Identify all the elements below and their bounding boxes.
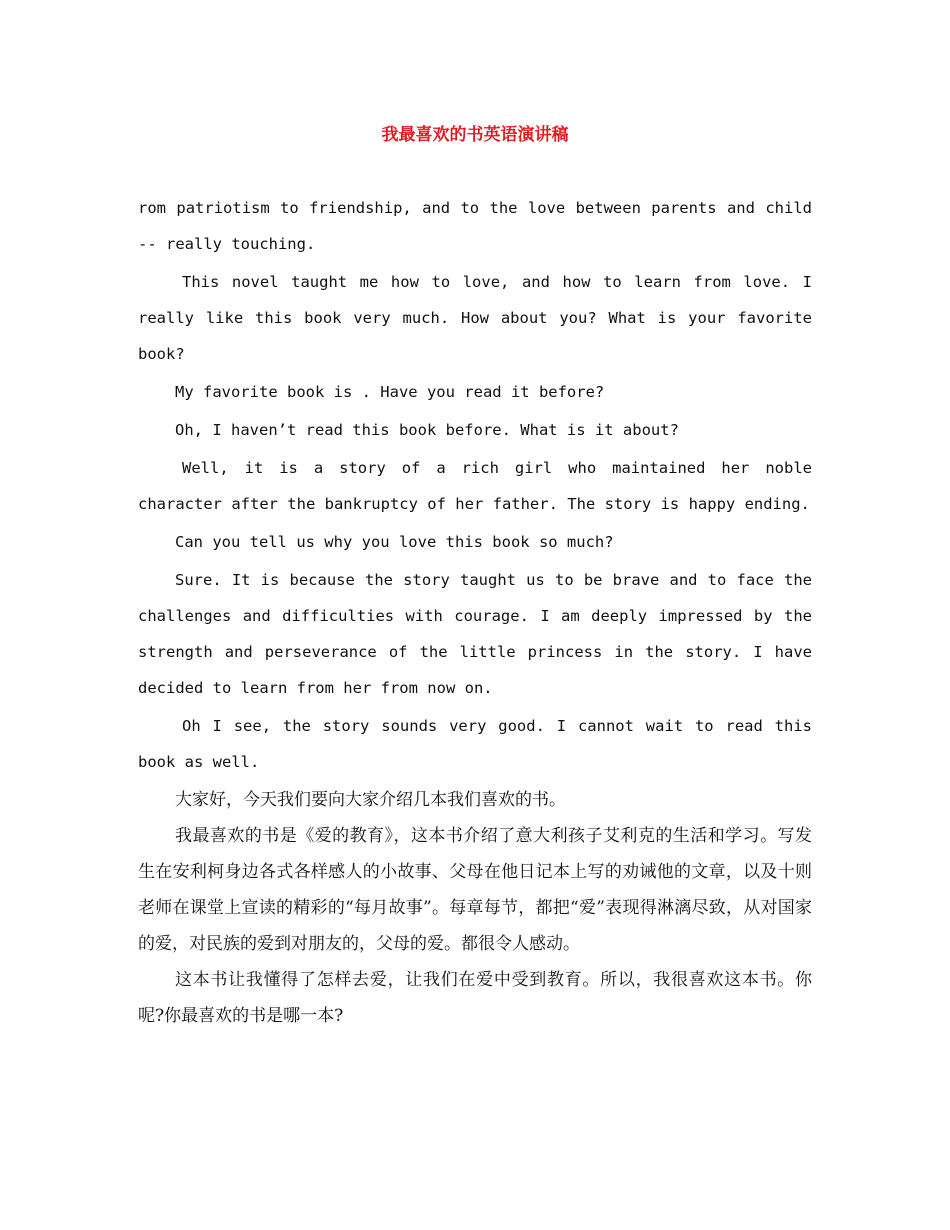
paragraph-2: This novel taught me how to love, and how to learn from love. I really like this book very much. How about you? What is your favorite book? <box>138 273 812 363</box>
paragraph-7: Sure. It is because the story taught us to be brave and to face the challenges and difficulties with courage. I am deeply impressed by the strength and perseverance of the little princess in the story. I have decided to learn from her from now on. <box>138 571 812 697</box>
document-body <box>138 190 812 1034</box>
paragraph-10-chinese: 我最喜欢的书是《爱的教育》，这本书介绍了意大利孩子艾利克的生活和学习。写发生在安利柯身边各式各样感人的小故事、父母在他日记本上写的劝诫他的文章，以及十则老师在课堂上宣读的精彩的“每月故事”。每章每节，都把“爱”表现得淋漓尽致，从对国家的爱，对民族的爱到对朋友的，父母的爱。都很令人感动。 <box>138 826 812 954</box>
paragraph-5: Well, it is a story of a rich girl who maintained her noble character after the bankruptcy of her father. The story is happy ending. <box>138 459 812 513</box>
paragraph-1: rom patriotism to friendship, and to the love between parents and child -- really touching. <box>138 199 812 253</box>
paragraph-8: Oh I see, the story sounds very good. I cannot wait to read this book as well. <box>138 717 812 771</box>
paragraph-9-chinese: 大家好，今天我们要向大家介绍几本我们喜欢的书。 <box>175 790 566 810</box>
paragraph-11-chinese: 这本书让我懂得了怎样去爱，让我们在爱中受到教育。所以，我很喜欢这本书。你呢?你最喜欢的书是哪一本? <box>138 970 812 1026</box>
paragraph-3: My favorite book is . Have you read it before? <box>175 383 605 401</box>
paragraph-6: Can you tell us why you love this book so much? <box>175 533 614 551</box>
document-title: 我最喜欢的书英语演讲稿 <box>381 125 569 145</box>
paragraph-4: Oh, I haven’t read this book before. What is it about? <box>175 421 679 439</box>
